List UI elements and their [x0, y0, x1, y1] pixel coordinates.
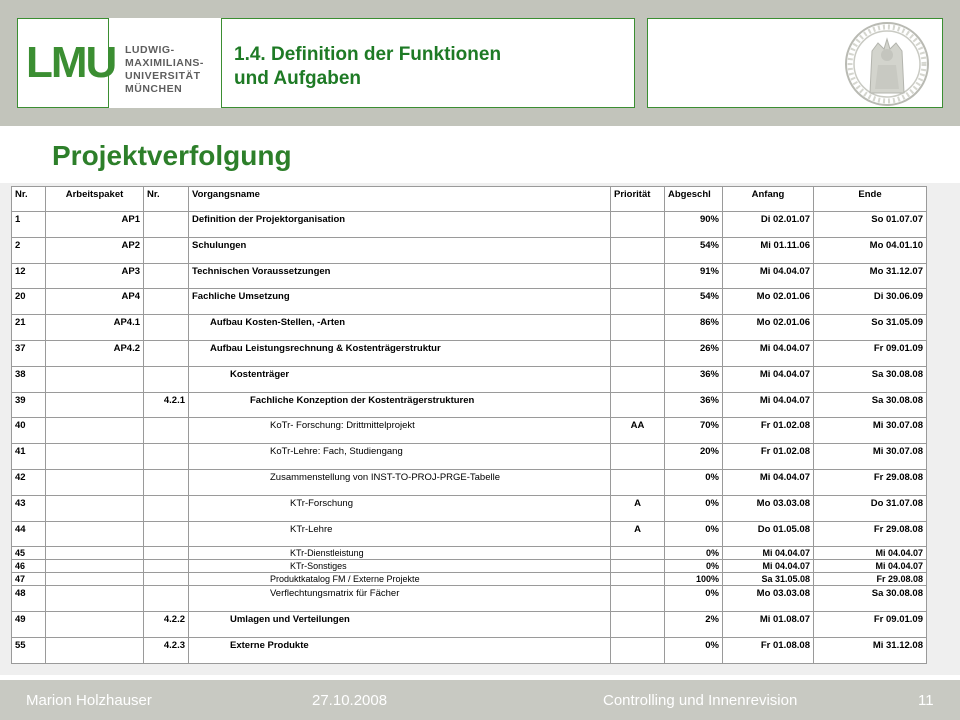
cell-prioritaet [611, 560, 665, 573]
cell-nr: 2 [12, 237, 46, 263]
column-header: Anfang [723, 187, 814, 212]
university-name-line: MÜNCHEN [125, 83, 183, 95]
cell-sub-nr: 4.2.2 [144, 612, 189, 638]
footer-department: Controlling und Innenrevision [603, 692, 798, 709]
cell-sub-nr [144, 560, 189, 573]
cell-nr: 49 [12, 612, 46, 638]
cell-prioritaet: A [611, 495, 665, 521]
cell-prioritaet [611, 637, 665, 663]
cell-ende: Mo 31.12.07 [814, 263, 927, 289]
column-header: Nr. [12, 187, 46, 212]
section-title-line: und Aufgaben [234, 68, 361, 89]
table-row [12, 495, 927, 521]
seal-box [647, 18, 943, 108]
cell-sub-nr [144, 573, 189, 586]
table-row [12, 392, 927, 418]
cell-vorgangsname: Externe Produkte [189, 637, 611, 663]
table-row [12, 366, 927, 392]
table-row [12, 444, 927, 470]
table-row [12, 340, 927, 366]
cell-sub-nr [144, 547, 189, 560]
cell-abgeschlossen: 0% [665, 495, 723, 521]
cell-prioritaet [611, 547, 665, 560]
table-header-row [12, 187, 927, 212]
table-row [12, 612, 927, 638]
cell-abgeschlossen: 26% [665, 340, 723, 366]
cell-vorgangsname: Definition der Projektorganisation [189, 212, 611, 238]
cell-prioritaet [611, 586, 665, 612]
cell-arbeitspaket [46, 560, 144, 573]
cell-sub-nr: 4.2.3 [144, 637, 189, 663]
cell-nr: 37 [12, 340, 46, 366]
table-row [12, 521, 927, 547]
cell-vorgangsname: Verflechtungsmatrix für Fächer [189, 586, 611, 612]
cell-ende: Mi 31.12.08 [814, 637, 927, 663]
cell-ende: Fr 09.01.09 [814, 612, 927, 638]
cell-nr: 47 [12, 573, 46, 586]
cell-sub-nr [144, 586, 189, 612]
cell-prioritaet [611, 444, 665, 470]
cell-vorgangsname: Fachliche Konzeption der Kostenträgerstrukturen [189, 392, 611, 418]
cell-anfang: Mi 04.04.07 [723, 547, 814, 560]
cell-vorgangsname: Aufbau Leistungsrechnung & Kostenträgerstruktur [189, 340, 611, 366]
section-title-box [221, 18, 635, 108]
cell-nr: 1 [12, 212, 46, 238]
cell-nr: 44 [12, 521, 46, 547]
cell-abgeschlossen: 0% [665, 586, 723, 612]
cell-ende: Sa 30.08.08 [814, 392, 927, 418]
cell-arbeitspaket [46, 366, 144, 392]
cell-arbeitspaket [46, 637, 144, 663]
cell-arbeitspaket: AP4 [46, 289, 144, 315]
column-header: Ende [814, 187, 927, 212]
cell-ende: Mi 04.04.07 [814, 547, 927, 560]
cell-arbeitspaket: AP4.2 [46, 340, 144, 366]
cell-abgeschlossen: 0% [665, 469, 723, 495]
cell-abgeschlossen: 54% [665, 289, 723, 315]
cell-ende: Mo 04.01.10 [814, 237, 927, 263]
cell-nr: 42 [12, 469, 46, 495]
cell-sub-nr [144, 418, 189, 444]
cell-sub-nr: 4.2.1 [144, 392, 189, 418]
cell-vorgangsname: Kostenträger [189, 366, 611, 392]
cell-ende: So 01.07.07 [814, 212, 927, 238]
cell-ende: Sa 30.08.08 [814, 586, 927, 612]
cell-ende: So 31.05.09 [814, 315, 927, 341]
cell-arbeitspaket: AP3 [46, 263, 144, 289]
cell-abgeschlossen: 20% [665, 444, 723, 470]
cell-anfang: Mo 02.01.06 [723, 315, 814, 341]
section-title [234, 43, 501, 91]
column-header: Nr. [144, 187, 189, 212]
cell-anfang: Mi 04.04.07 [723, 560, 814, 573]
cell-vorgangsname: Umlagen und Verteilungen [189, 612, 611, 638]
cell-abgeschlossen: 0% [665, 521, 723, 547]
cell-vorgangsname: Technischen Voraussetzungen [189, 263, 611, 289]
cell-anfang: Mo 02.01.06 [723, 289, 814, 315]
cell-ende: Sa 30.08.08 [814, 366, 927, 392]
cell-anfang: Mi 04.04.07 [723, 340, 814, 366]
cell-ende: Mi 30.07.08 [814, 444, 927, 470]
university-seal-icon [838, 21, 936, 107]
cell-vorgangsname: KoTr-Lehre: Fach, Studiengang [189, 444, 611, 470]
cell-arbeitspaket [46, 444, 144, 470]
cell-nr: 40 [12, 418, 46, 444]
cell-nr: 43 [12, 495, 46, 521]
cell-sub-nr [144, 444, 189, 470]
cell-anfang: Mi 04.04.07 [723, 469, 814, 495]
column-header: Priorität [611, 187, 665, 212]
cell-anfang: Mi 01.08.07 [723, 612, 814, 638]
table-body [12, 212, 927, 664]
cell-abgeschlossen: 0% [665, 637, 723, 663]
cell-abgeschlossen: 91% [665, 263, 723, 289]
cell-prioritaet [611, 469, 665, 495]
cell-ende: Fr 29.08.08 [814, 469, 927, 495]
cell-sub-nr [144, 315, 189, 341]
cell-anfang: Mo 03.03.08 [723, 495, 814, 521]
column-header: Abgeschl [665, 187, 723, 212]
cell-abgeschlossen: 70% [665, 418, 723, 444]
cell-nr: 55 [12, 637, 46, 663]
project-table [11, 186, 927, 664]
table-row [12, 469, 927, 495]
cell-prioritaet [611, 340, 665, 366]
cell-vorgangsname: Produktkatalog FM / Externe Projekte [189, 573, 611, 586]
cell-abgeschlossen: 36% [665, 392, 723, 418]
cell-ende: Fr 29.08.08 [814, 521, 927, 547]
footer-page-number: 11 [918, 692, 934, 709]
cell-prioritaet: A [611, 521, 665, 547]
cell-vorgangsname: KTr-Lehre [189, 521, 611, 547]
column-header: Vorgangsname [189, 187, 611, 212]
cell-anfang: Fr 01.02.08 [723, 444, 814, 470]
logo-text: LMU [26, 38, 116, 87]
cell-abgeschlossen: 2% [665, 612, 723, 638]
cell-ende: Fr 29.08.08 [814, 573, 927, 586]
cell-vorgangsname: KTr-Forschung [189, 495, 611, 521]
table-row [12, 237, 927, 263]
university-name-line: MAXIMILIANS- [125, 57, 204, 69]
table-row [12, 418, 927, 444]
table-row [12, 573, 927, 586]
table-row [12, 560, 927, 573]
cell-nr: 41 [12, 444, 46, 470]
cell-vorgangsname: KoTr- Forschung: Drittmittelprojekt [189, 418, 611, 444]
cell-anfang: Di 02.01.07 [723, 212, 814, 238]
cell-arbeitspaket: AP4.1 [46, 315, 144, 341]
footer-date: 27.10.2008 [312, 692, 388, 709]
table-row [12, 263, 927, 289]
cell-sub-nr [144, 340, 189, 366]
footer-author: Marion Holzhauser [26, 692, 152, 709]
cell-abgeschlossen: 0% [665, 547, 723, 560]
university-name [125, 44, 204, 96]
cell-vorgangsname: Fachliche Umsetzung [189, 289, 611, 315]
cell-arbeitspaket [46, 392, 144, 418]
university-logo [17, 18, 221, 108]
cell-vorgangsname: KTr-Sonstiges [189, 560, 611, 573]
cell-vorgangsname: Zusammenstellung von INST-TO-PROJ-PRGE-Tabelle [189, 469, 611, 495]
cell-arbeitspaket [46, 418, 144, 444]
table-row [12, 637, 927, 663]
cell-abgeschlossen: 100% [665, 573, 723, 586]
cell-ende: Do 31.07.08 [814, 495, 927, 521]
cell-anfang: Mi 04.04.07 [723, 263, 814, 289]
cell-arbeitspaket [46, 469, 144, 495]
cell-prioritaet [611, 212, 665, 238]
cell-prioritaet [611, 392, 665, 418]
cell-anfang: Sa 31.05.08 [723, 573, 814, 586]
cell-sub-nr [144, 263, 189, 289]
table-row [12, 547, 927, 560]
cell-prioritaet [611, 573, 665, 586]
page-title: Projektverfolgung [52, 140, 292, 171]
cell-prioritaet [611, 289, 665, 315]
cell-prioritaet [611, 612, 665, 638]
cell-anfang: Mi 04.04.07 [723, 366, 814, 392]
cell-sub-nr [144, 289, 189, 315]
cell-sub-nr [144, 495, 189, 521]
logo-frame [17, 18, 116, 108]
cell-arbeitspaket [46, 521, 144, 547]
section-title-line: 1.4. Definition der Funktionen [234, 44, 502, 65]
cell-anfang: Fr 01.08.08 [723, 637, 814, 663]
cell-nr: 48 [12, 586, 46, 612]
cell-arbeitspaket [46, 612, 144, 638]
cell-nr: 12 [12, 263, 46, 289]
cell-prioritaet [611, 366, 665, 392]
cell-ende: Mi 30.07.08 [814, 418, 927, 444]
cell-nr: 46 [12, 560, 46, 573]
cell-anfang: Mi 01.11.06 [723, 237, 814, 263]
cell-arbeitspaket [46, 547, 144, 560]
cell-ende: Mi 04.04.07 [814, 560, 927, 573]
cell-vorgangsname: KTr-Dienstleistung [189, 547, 611, 560]
cell-anfang: Mi 04.04.07 [723, 392, 814, 418]
cell-arbeitspaket [46, 573, 144, 586]
cell-arbeitspaket [46, 586, 144, 612]
cell-nr: 20 [12, 289, 46, 315]
cell-ende: Fr 09.01.09 [814, 340, 927, 366]
cell-arbeitspaket: AP2 [46, 237, 144, 263]
cell-prioritaet [611, 237, 665, 263]
cell-prioritaet: AA [611, 418, 665, 444]
table-row [12, 315, 927, 341]
cell-nr: 21 [12, 315, 46, 341]
cell-anfang: Do 01.05.08 [723, 521, 814, 547]
cell-abgeschlossen: 86% [665, 315, 723, 341]
cell-prioritaet [611, 263, 665, 289]
table-row [12, 289, 927, 315]
cell-anfang: Mo 03.03.08 [723, 586, 814, 612]
cell-ende: Di 30.06.09 [814, 289, 927, 315]
table-row [12, 586, 927, 612]
cell-arbeitspaket [46, 495, 144, 521]
table-row [12, 212, 927, 238]
cell-arbeitspaket: AP1 [46, 212, 144, 238]
cell-sub-nr [144, 521, 189, 547]
cell-nr: 45 [12, 547, 46, 560]
cell-anfang: Fr 01.02.08 [723, 418, 814, 444]
cell-vorgangsname: Aufbau Kosten-Stellen, -Arten [189, 315, 611, 341]
university-name-line: LUDWIG- [125, 44, 175, 56]
column-header: Arbeitspaket [46, 187, 144, 212]
cell-nr: 38 [12, 366, 46, 392]
cell-abgeschlossen: 90% [665, 212, 723, 238]
cell-sub-nr [144, 366, 189, 392]
university-name-line: UNIVERSITÄT [125, 70, 201, 82]
footer [0, 680, 960, 720]
cell-abgeschlossen: 36% [665, 366, 723, 392]
cell-abgeschlossen: 54% [665, 237, 723, 263]
cell-vorgangsname: Schulungen [189, 237, 611, 263]
cell-prioritaet [611, 315, 665, 341]
cell-nr: 39 [12, 392, 46, 418]
cell-sub-nr [144, 212, 189, 238]
cell-sub-nr [144, 469, 189, 495]
cell-abgeschlossen: 0% [665, 560, 723, 573]
cell-sub-nr [144, 237, 189, 263]
